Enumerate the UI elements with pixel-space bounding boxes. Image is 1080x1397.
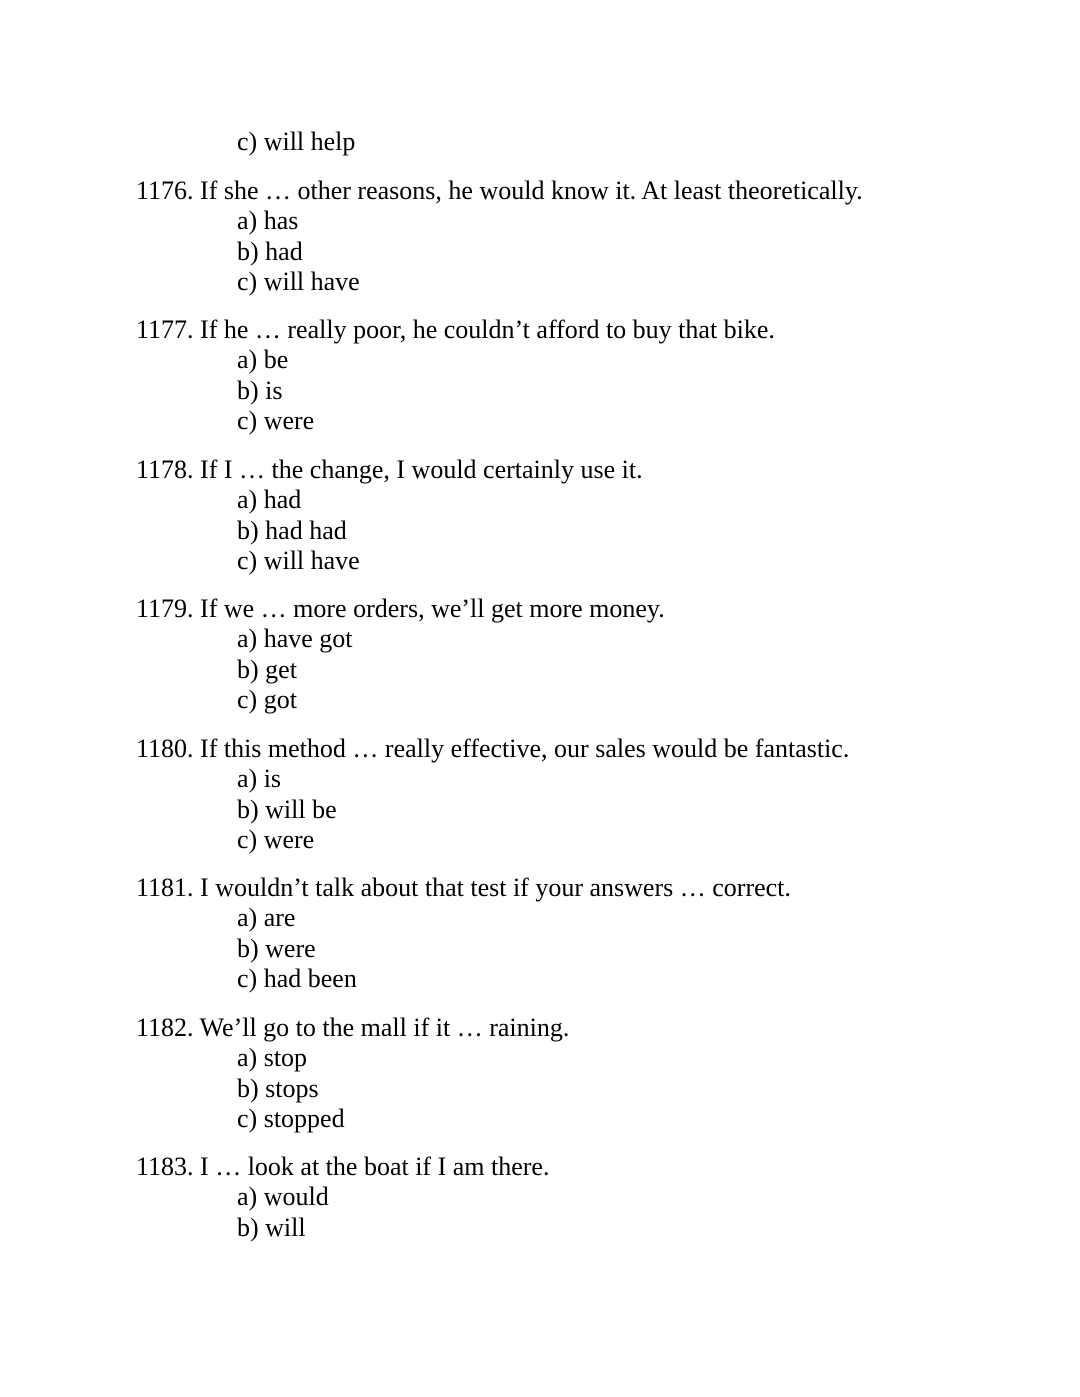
option-line: a) be	[237, 345, 289, 374]
question-1179: 1179. If we … more orders, we’ll get more money.	[136, 594, 665, 623]
option-line: b) will be	[237, 795, 337, 824]
option-line: b) will	[237, 1213, 306, 1242]
option-line: a) would	[237, 1182, 329, 1211]
option-line: b) stops	[237, 1074, 319, 1103]
question-1183: 1183. I … look at the boat if I am there.	[136, 1152, 550, 1181]
option-line: b) had	[237, 237, 303, 266]
option-line: c) were	[237, 825, 315, 854]
option-line: c) will have	[237, 546, 360, 575]
option-line: c) got	[237, 685, 297, 714]
option-line: a) have got	[237, 624, 353, 653]
option-line: c) had been	[237, 964, 357, 993]
question-1180: 1180. If this method … really effective, our sales would be fantastic.	[136, 734, 850, 763]
option-line: c) were	[237, 406, 315, 435]
option-line: b) were	[237, 934, 316, 963]
question-1176: 1176. If she … other reasons, he would know it. At least theoretically.	[136, 176, 863, 205]
option-line: c) stopped	[237, 1104, 345, 1133]
question-1178: 1178. If I … the change, I would certainly use it.	[136, 455, 643, 484]
option-line: b) had had	[237, 516, 347, 545]
question-1181: 1181. I wouldn’t talk about that test if your answers … correct.	[136, 873, 791, 902]
option-line: c) will help	[237, 127, 356, 156]
option-line: a) had	[237, 485, 302, 514]
question-1182: 1182. We’ll go to the mall if it … raining.	[136, 1013, 570, 1042]
option-line: c) will have	[237, 267, 360, 296]
option-line: a) stop	[237, 1043, 308, 1072]
option-line: a) is	[237, 764, 282, 793]
option-line: a) are	[237, 903, 296, 932]
question-1177: 1177. If he … really poor, he couldn’t afford to buy that bike.	[136, 315, 775, 344]
option-line: b) get	[237, 655, 297, 684]
option-line: b) is	[237, 376, 283, 405]
option-line: a) has	[237, 206, 299, 235]
